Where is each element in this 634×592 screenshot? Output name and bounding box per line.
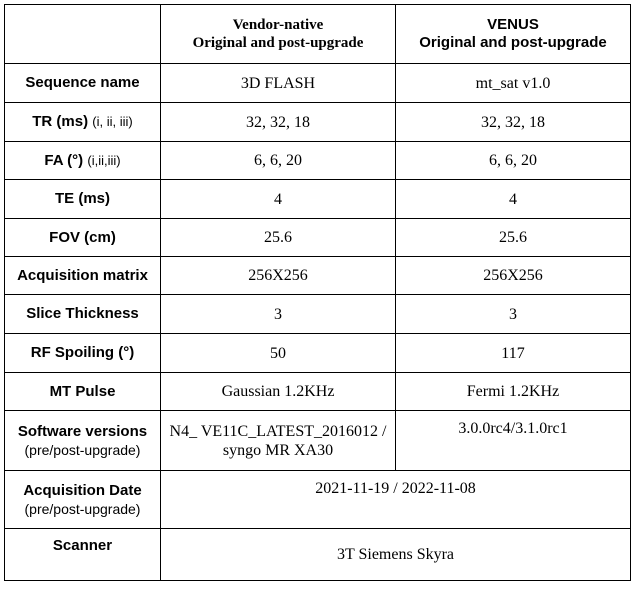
venus-value: mt_sat v1.0 (396, 64, 631, 103)
table-row (5, 295, 631, 334)
table-row (5, 373, 631, 411)
acquisition-date-value: 2021-11-19 / 2022-11-08 (161, 471, 631, 529)
row-label-text: TE (ms) (54, 190, 110, 207)
row-label-sub: (i, ii, iii) (92, 114, 133, 129)
row-label (5, 373, 161, 411)
software-label-sub: (pre/post-upgrade) (24, 441, 141, 458)
software-label-text: Software versions (17, 422, 148, 440)
table-row (5, 334, 631, 373)
acquisition-date-label-sub: (pre/post-upgrade) (24, 500, 141, 517)
software-label (5, 411, 161, 471)
venus-value: 117 (396, 334, 631, 373)
vendor-native-value: 256X256 (161, 257, 396, 295)
header-venus (396, 5, 631, 64)
header-venus-title: VENUS (487, 16, 539, 33)
software-vendor-native-line1: N4_ VE11C_LATEST_2016012 / (169, 422, 387, 440)
row-label (5, 257, 161, 295)
vendor-native-value: 3 (161, 295, 396, 334)
vendor-native-value: Gaussian 1.2KHz (161, 373, 396, 411)
venus-value: 32, 32, 18 (396, 103, 631, 142)
acquisition-date-row (5, 471, 631, 529)
table-row (5, 64, 631, 103)
software-venus-value: 3.0.0rc4/3.1.0rc1 (396, 411, 631, 471)
software-vendor-native-value (161, 411, 396, 471)
venus-value: 25.6 (396, 219, 631, 257)
venus-value: 3 (396, 295, 631, 334)
row-label-text: FA (°) (44, 151, 84, 169)
acquisition-date-label-text: Acquisition Date (23, 481, 142, 499)
acquisition-date-label (5, 471, 161, 529)
header-vendor-native (161, 5, 396, 64)
vendor-native-value: 50 (161, 334, 396, 373)
scanner-row (5, 529, 631, 581)
table-row (5, 180, 631, 219)
vendor-native-value: 6, 6, 20 (161, 142, 396, 180)
row-label (5, 103, 161, 142)
row-label (5, 180, 161, 219)
vendor-native-value: 32, 32, 18 (161, 103, 396, 142)
row-label-text: FOV (cm) (49, 228, 116, 246)
scanner-label (5, 529, 161, 581)
scanner-value: 3T Siemens Skyra (161, 529, 631, 581)
table-row (5, 257, 631, 295)
venus-value: 256X256 (396, 257, 631, 295)
header-vendor-native-title: Vendor-native (232, 17, 324, 33)
row-label-text: Sequence name (25, 74, 140, 91)
vendor-native-value: 25.6 (161, 219, 396, 257)
venus-value: 4 (396, 180, 631, 219)
software-vendor-native-line2: syngo MR XA30 (222, 441, 334, 459)
protocol-table (4, 4, 631, 581)
venus-value: Fermi 1.2KHz (396, 373, 631, 411)
venus-value: 6, 6, 20 (396, 142, 631, 180)
row-label (5, 219, 161, 257)
table-row (5, 219, 631, 257)
vendor-native-value: 3D FLASH (161, 64, 396, 103)
row-label-sub: (i,ii,iii) (87, 152, 121, 168)
table-row (5, 142, 631, 180)
vendor-native-value: 4 (161, 180, 396, 219)
table-row (5, 103, 631, 142)
row-label-text: RF Spoiling (°) (30, 344, 135, 361)
header-vendor-native-subtitle: Original and post-upgrade (192, 35, 364, 51)
row-label (5, 142, 161, 180)
scanner-label-text: Scanner (52, 537, 113, 554)
row-label-text: Acquisition matrix (17, 266, 148, 284)
row-label-text: Slice Thickness (26, 305, 139, 322)
row-label (5, 334, 161, 373)
header-empty-cell (5, 5, 161, 64)
header-row (5, 5, 631, 64)
software-row (5, 411, 631, 471)
row-label (5, 64, 161, 103)
row-label (5, 295, 161, 334)
row-label-text: TR (ms) (32, 113, 89, 130)
row-label-text: MT Pulse (49, 382, 116, 400)
header-venus-subtitle: Original and post-upgrade (419, 34, 607, 51)
